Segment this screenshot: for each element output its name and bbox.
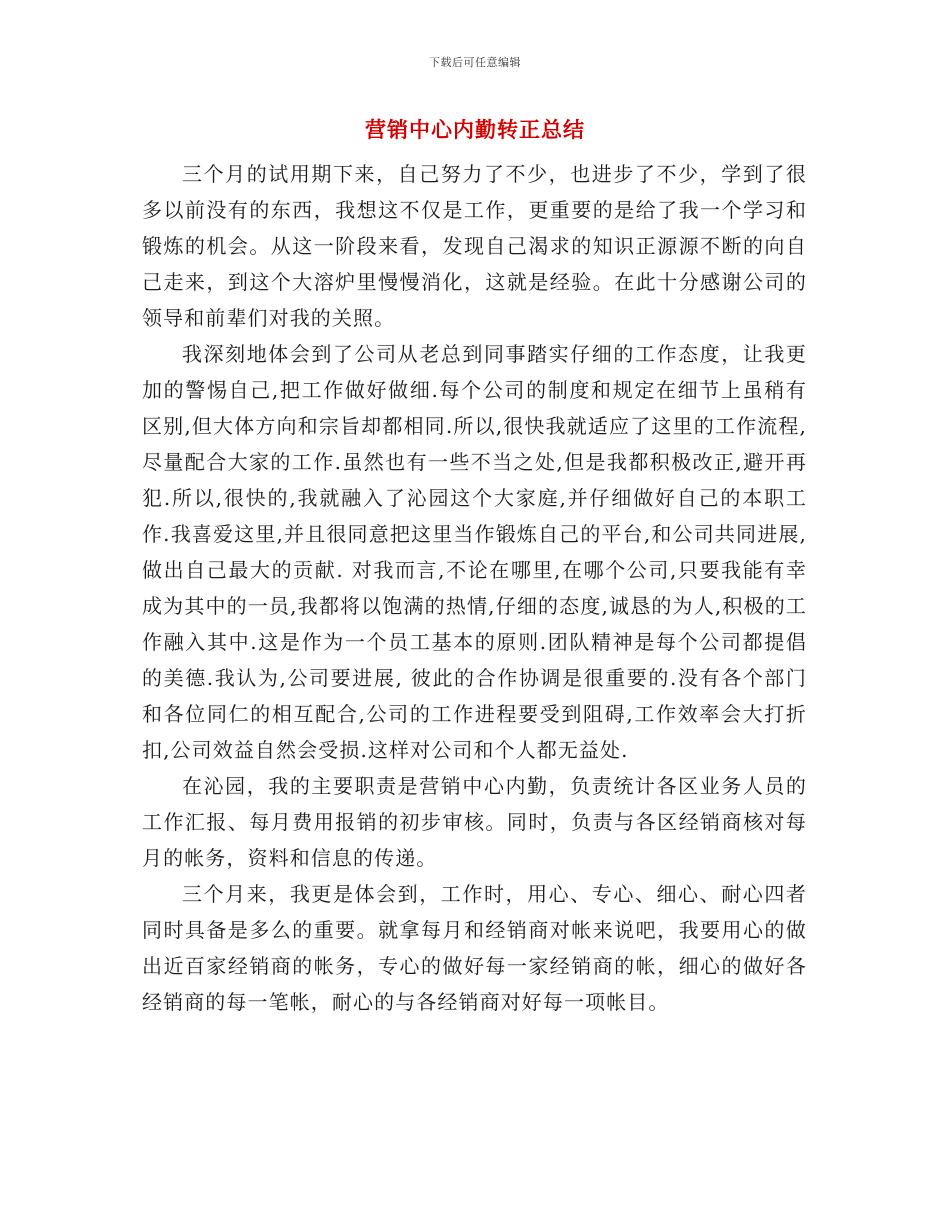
paragraph-4: 三个月来，我更是体会到，工作时，用心、专心、细心、耐心四者同时具备是多么的重要。就拿每月和经销商对帐来说吧，我要用心的做出近百家经销商的帐务，专心的做好每一家经销商的帐，细心的做好各经销商的每一笔帐，耐心的与各经销商对好每一项帐目。: [142, 882, 807, 1014]
paragraph-3: 在沁园，我的主要职责是营销中心内勤，负责统计各区业务人员的工作汇报、每月费用报销的初步审核。同时，负责与各区经销商核对每月的帐务，资料和信息的传递。: [142, 774, 807, 870]
document-title: 营销中心内勤转正总结: [365, 117, 585, 142]
paragraph-2: 我深刻地体会到了公司从老总到同事踏实仔细的工作态度，让我更加的警惕自己,把工作做好做细.每个公司的制度和规定在细节上虽稍有区别,但大体方向和宗旨却都相同.所以,很快我就适应了这里的工作流程,尽量配合大家的工作.虽然也有一些不当之处,但是我都积极改正,避开再犯.所以,很快的,我就融入了沁园这个大家庭,并仔细做好自己的本职工作.我喜爱这里,并且很同意把这里当作锻炼自己的平台,和公司共同进展,做出自己最大的贡献. 对我而言,不论在哪里,在哪个公司,只要我能有幸成为其中的一员,我都将以饱满的热情,仔细的态度,诚恳的为人,积极的工作融入其中.这是作为一个员工基本的原则.团队精神是每个公司都提倡的美德.我认为,公司要进展, 彼此的合作协调是很重要的.没有各个部门和各位同仁的相互配合,公司的工作进程要受到阻碍,工作效率会大打折扣,公司效益自然会受损.这样对公司和个人都无益处.: [142, 342, 807, 762]
header-note: 下载后可任意编辑: [429, 56, 521, 69]
document-body: [142, 156, 807, 1020]
paragraph-1: 三个月的试用期下来，自己努力了不少，也进步了不少，学到了很多以前没有的东西，我想这不仅是工作，更重要的是给了我一个学习和锻炼的机会。从这一阶段来看，发现自己渴求的知识正源源不断的向自己走来，到这个大溶炉里慢慢消化，这就是经验。在此十分感谢公司的领导和前辈们对我的关照。: [142, 162, 807, 330]
